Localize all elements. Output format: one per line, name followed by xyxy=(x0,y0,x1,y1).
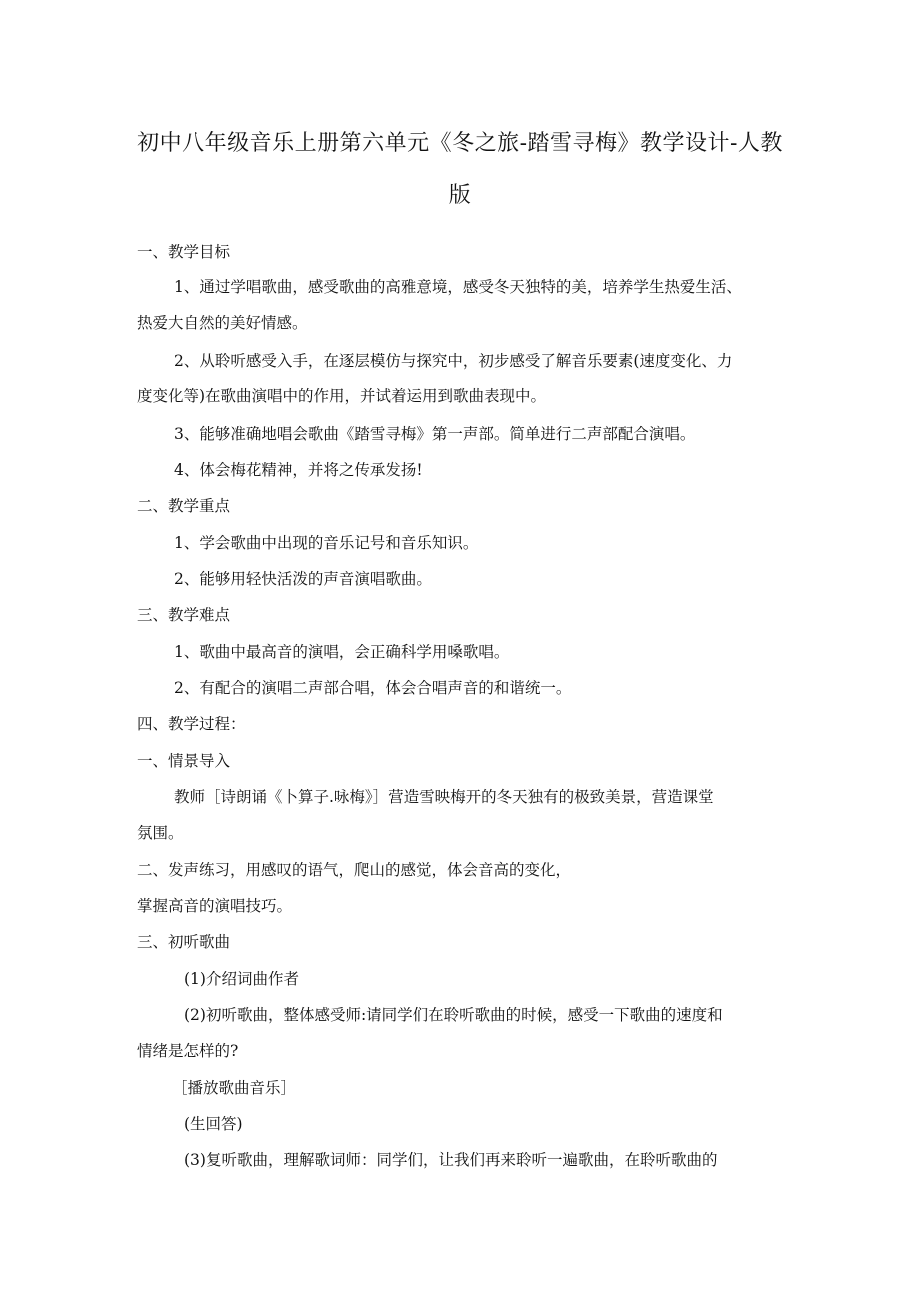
difficulty-1: 1、歌曲中最高音的演唱，会正确科学用嗓歌唱。 xyxy=(174,643,510,661)
process-step-3-item-2-line-2: 情绪是怎样的? xyxy=(137,1042,239,1060)
process-step-3-heading: 三、初听歌曲 xyxy=(137,933,231,951)
section-heading-difficulties: 三、教学难点 xyxy=(137,606,231,624)
document-title-line-1: 初中八年级音乐上册第六单元《冬之旅-踏雪寻梅》教学设计-人教 xyxy=(137,131,783,156)
key-point-1: 1、学会歌曲中出现的音乐记号和音乐知识。 xyxy=(174,534,479,552)
difficulty-2: 2、有配合的演唱二声部合唱，体会合唱声音的和谐统一。 xyxy=(174,679,572,697)
process-step-2-heading: 二、发声练习，用感叹的语气，爬山的感觉，体会音高的变化， xyxy=(137,861,572,879)
section-heading-objectives: 一、教学目标 xyxy=(137,243,231,261)
objective-3: 3、能够准确地唱会歌曲《踏雪寻梅》第一声部。简单进行二声部配合演唱。 xyxy=(174,425,696,443)
objective-1-line-1: 1、通过学唱歌曲，感受歌曲的高雅意境，感受冬天独特的美，培养学生热爱生活、 xyxy=(174,278,742,296)
document-title-line-2: 版 xyxy=(448,183,472,208)
section-heading-process: 四、教学过程： xyxy=(137,715,246,733)
objective-2-line-1: 2、从聆听感受入手，在逐层模仿与探究中，初步感受了解音乐要素(速度变化、力 xyxy=(174,352,733,370)
process-step-1-text-line-2: 氛围。 xyxy=(137,824,184,842)
key-point-2: 2、能够用轻快活泼的声音演唱歌曲。 xyxy=(174,570,432,588)
process-step-3-item-2-line-1: (2)初听歌曲，整体感受师:请同学们在聆听歌曲的时候，感受一下歌曲的速度和 xyxy=(184,1006,723,1024)
objective-2-line-2: 度变化等)在歌曲演唱中的作用，并试着运用到歌曲表现中。 xyxy=(137,387,547,405)
section-heading-key-points: 二、教学重点 xyxy=(137,497,231,515)
process-step-3-item-3: (3)复听歌曲，理解歌词师：同学们，让我们再来聆听一遍歌曲，在聆听歌曲的 xyxy=(184,1151,718,1169)
process-step-3-play-music: ［播放歌曲音乐］ xyxy=(172,1079,297,1097)
process-step-1-heading: 一、情景导入 xyxy=(137,752,231,770)
process-step-1-text-line-1: 教师［诗朗诵《卜算子.咏梅》］营造雪映梅开的冬天独有的极致美景，营造课堂 xyxy=(174,788,714,806)
process-step-3-student-answer: (生回答) xyxy=(184,1115,243,1133)
objective-1-line-2: 热爱大自然的美好情感。 xyxy=(137,314,308,332)
objective-4: 4、体会梅花精神，并将之传承发扬! xyxy=(174,461,423,479)
process-step-2-text: 掌握高音的演唱技巧。 xyxy=(137,897,293,915)
process-step-3-item-1: (1)介绍词曲作者 xyxy=(184,970,299,988)
